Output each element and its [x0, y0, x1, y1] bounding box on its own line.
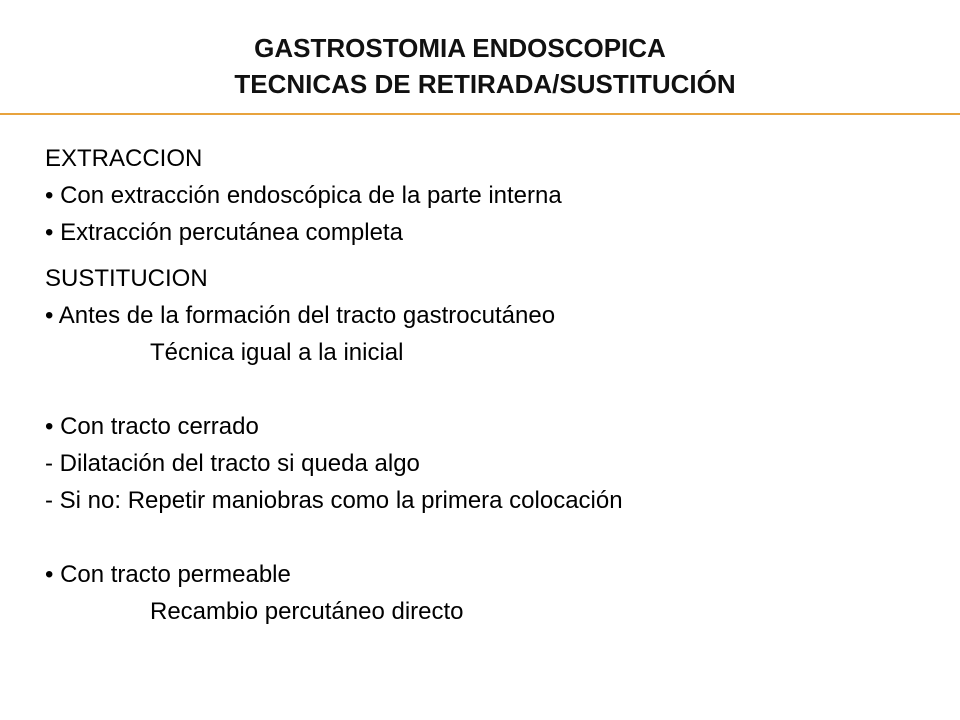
spacer: [45, 371, 935, 408]
title-divider: [0, 113, 960, 115]
sustitucion-cerrado-detail-dilatacion: - Dilatación del tracto si queda algo: [45, 450, 420, 477]
slide-body: [45, 140, 935, 630]
sustitucion-cerrado-detail-repetir: - Si no: Repetir maniobras como la primera colocación: [45, 487, 623, 514]
title-line-1: GASTROSTOMIA ENDOSCOPICA: [254, 33, 666, 63]
slide-title: [0, 30, 960, 102]
sustitucion-permeable-detail: Recambio percutáneo directo: [150, 598, 464, 625]
spacer: [45, 519, 935, 556]
extraccion-item-endoscopica: • Con extracción endoscópica de la parte interna: [45, 182, 562, 209]
extraccion-item-percutanea: • Extracción percutánea completa: [45, 219, 403, 246]
sustitucion-heading: SUSTITUCION: [45, 265, 208, 292]
sustitucion-cerrado-bullet: • Con tracto cerrado: [45, 413, 259, 440]
sustitucion-antes-bullet: • Antes de la formación del tracto gastrocutáneo: [45, 302, 556, 329]
title-line-2: TECNICAS DE RETIRADA/SUSTITUCIÓN: [234, 69, 736, 99]
extraccion-heading: EXTRACCION: [45, 145, 203, 172]
sustitucion-permeable-bullet: • Con tracto permeable: [45, 561, 291, 588]
sustitucion-antes-detail: Técnica igual a la inicial: [150, 339, 404, 366]
spacer: [45, 251, 935, 260]
